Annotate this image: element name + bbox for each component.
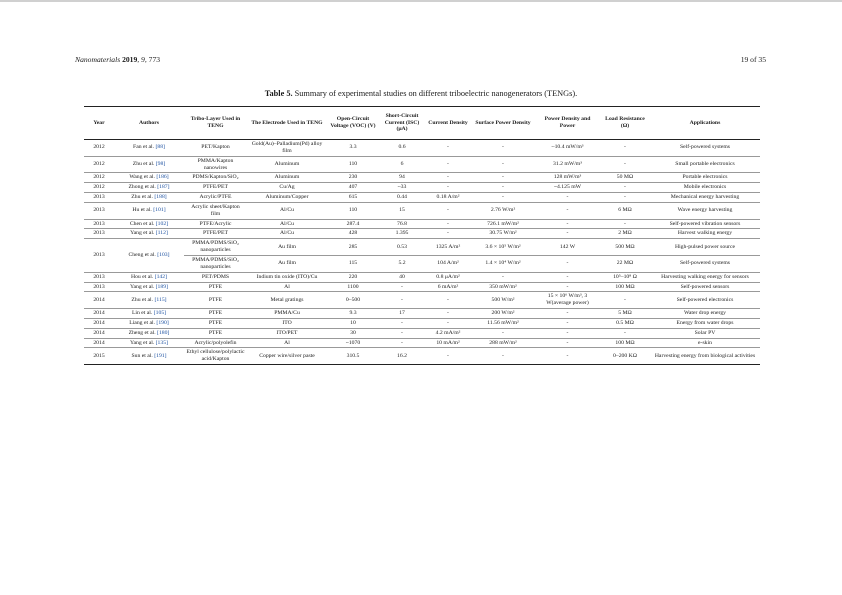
tribo-cell: PTFE/Acrylic: [184, 219, 247, 229]
author-cell: [114, 318, 184, 328]
cd-cell: -: [425, 156, 471, 173]
author-name: Yang et al.: [130, 230, 156, 237]
author-cell: [114, 140, 184, 157]
table-row: [84, 255, 760, 272]
isc-cell: ~33: [379, 183, 425, 193]
app-cell: Solar PV: [650, 328, 760, 338]
cd-cell: 10 mA/m²: [425, 338, 471, 348]
table-caption: [0, 89, 842, 98]
year-cell: 2013: [84, 193, 114, 203]
voc-cell: 310.5: [327, 348, 379, 365]
isc-cell: 94: [379, 173, 425, 183]
author-name: Sun et al.: [131, 352, 155, 359]
article-number: 773: [148, 55, 161, 64]
load-cell: 50 MΩ: [600, 173, 650, 183]
isc-cell: 6: [379, 156, 425, 173]
voc-cell: 428: [327, 229, 379, 239]
running-header: Nanomaterials 2019, 9, 773: [75, 55, 161, 64]
cd-cell: 6 mA/m²: [425, 282, 471, 292]
citation-link[interactable]: [105]: [153, 310, 167, 317]
voc-cell: 3.3: [327, 140, 379, 157]
voc-cell: 287.4: [327, 219, 379, 229]
author-cell: [114, 309, 184, 319]
spd-cell: 2.76 W/m²: [471, 202, 535, 219]
pd-cell: -: [535, 229, 600, 239]
citation-link[interactable]: [190]: [156, 319, 169, 326]
cd-cell: -: [425, 229, 471, 239]
app-cell: Self-powered systems: [650, 140, 760, 157]
electrode-cell: Al/Cu: [247, 219, 327, 229]
author-name: Yang et al.: [130, 283, 156, 290]
table-row: [84, 156, 760, 173]
author-cell: [114, 328, 184, 338]
load-cell: -: [600, 292, 650, 309]
electrode-cell: Al: [247, 282, 327, 292]
year-cell: 2013: [84, 272, 114, 282]
load-cell: -: [600, 183, 650, 193]
electrode-cell: Cu/Ag: [247, 183, 327, 193]
isc-cell: 76.8: [379, 219, 425, 229]
electrode-cell: ITO: [247, 318, 327, 328]
year-cell: 2012: [84, 156, 114, 173]
spd-cell: -: [471, 272, 535, 282]
table-body: [84, 140, 760, 365]
author-cell: [114, 348, 184, 365]
tribo-cell: PTFE: [184, 318, 247, 328]
spd-cell: 1.4 × 10⁴ W/m²: [471, 255, 535, 272]
electrode-cell: Metal gratings: [247, 292, 327, 309]
author-name: Chen et al.: [129, 220, 156, 227]
isc-cell: 40: [379, 272, 425, 282]
load-cell: -: [600, 193, 650, 203]
author-name: Fan et al.: [133, 144, 156, 151]
app-cell: Self-powered vibration sensors: [650, 219, 760, 229]
year-cell: 2012: [84, 173, 114, 183]
citation-link[interactable]: [135]: [155, 339, 168, 346]
voc-cell: 285: [327, 239, 379, 256]
isc-cell: -: [379, 292, 425, 309]
author-name: Wang et al.: [129, 174, 157, 181]
table-row: [84, 338, 760, 348]
app-cell: Self-powered systems: [650, 255, 760, 272]
column-header: Short-Circuit Current (ISC) (μA): [379, 107, 425, 140]
author-cell: [114, 173, 184, 183]
electrode-cell: Copper wire/silver paste: [247, 348, 327, 365]
author-cell: [114, 229, 184, 239]
citation-link[interactable]: [88]: [155, 144, 165, 151]
author-name: Hou et al.: [130, 273, 155, 280]
table-row: [84, 239, 760, 256]
app-cell: Energy from water drops: [650, 318, 760, 328]
cd-cell: -: [425, 140, 471, 157]
citation-link[interactable]: [187]: [157, 184, 170, 191]
citation-link[interactable]: [98]: [155, 161, 166, 168]
pd-cell: -: [535, 318, 600, 328]
author-cell: [114, 193, 184, 203]
voc-cell: 615: [327, 193, 379, 203]
citation-link[interactable]: [191]: [154, 352, 167, 359]
author-name: Lin et al.: [131, 310, 154, 317]
voc-cell: 30: [327, 328, 379, 338]
citation-link[interactable]: [112]: [155, 230, 168, 237]
isc-cell: -: [379, 318, 425, 328]
electrode-cell: Gold(Au)–Palladium(Pd) alloy film: [247, 140, 327, 157]
electrode-cell: Al/Cu: [247, 202, 327, 219]
citation-link[interactable]: [186]: [156, 174, 169, 181]
electrode-cell: Aluminum: [247, 173, 327, 183]
table-row: [84, 318, 760, 328]
pd-cell: -: [535, 219, 600, 229]
load-cell: 22 MΩ: [600, 255, 650, 272]
citation-link[interactable]: [102]: [155, 220, 169, 227]
pd-cell: -: [535, 338, 600, 348]
year-cell: 2013: [84, 219, 114, 229]
voc-cell: 230: [327, 173, 379, 183]
spd-cell: -: [471, 193, 535, 203]
pd-cell: 31.2 mW/m³: [535, 156, 600, 173]
voc-cell: ~1070: [327, 338, 379, 348]
author-name: Zhu et al.: [131, 296, 155, 303]
cd-cell: -: [425, 292, 471, 309]
isc-cell: 0.6: [379, 140, 425, 157]
load-cell: -: [600, 328, 650, 338]
app-cell: Harvesting walking energy for sensors: [650, 272, 760, 282]
tribo-cell: PMMA/PDMS/SiO₂ nanoparticles: [184, 255, 247, 272]
load-cell: 0.5 MΩ: [600, 318, 650, 328]
tribo-cell: PTFE/PET: [184, 183, 247, 193]
citation-link[interactable]: [103]: [157, 252, 170, 259]
author-cell: [114, 272, 184, 282]
app-cell: Wave energy harvesting: [650, 202, 760, 219]
author-name: Zhu et al.: [131, 194, 155, 201]
voc-cell: 9.3: [327, 309, 379, 319]
voc-cell: 10: [327, 318, 379, 328]
column-header: Power Density and Power: [535, 107, 600, 140]
cd-cell: -: [425, 309, 471, 319]
column-header: Year: [84, 107, 114, 140]
isc-cell: 16.2: [379, 348, 425, 365]
table-row: [84, 328, 760, 338]
citation-link[interactable]: [115]: [154, 296, 167, 303]
column-header: The Electrode Used in TENG: [247, 107, 327, 140]
electrode-cell: Au film: [247, 255, 327, 272]
isc-cell: -: [379, 328, 425, 338]
author-cell: [114, 202, 184, 219]
tribo-cell: PET/Kapton: [184, 140, 247, 157]
isc-cell: 0.44: [379, 193, 425, 203]
cd-cell: 104 A/m²: [425, 255, 471, 272]
tribo-cell: PDMS/Kapton/SiO₂: [184, 173, 247, 183]
year-cell: 2012: [84, 183, 114, 193]
column-header: Authors: [114, 107, 184, 140]
year-cell: 2014: [84, 328, 114, 338]
author-cell: [114, 183, 184, 193]
pd-cell: -: [535, 272, 600, 282]
load-cell: 10⁵–10⁸ Ω: [600, 272, 650, 282]
year-cell: 2014: [84, 338, 114, 348]
author-cell: [114, 219, 184, 229]
author-name: Zhong et al.: [128, 184, 158, 191]
load-cell: 500 MΩ: [600, 239, 650, 256]
table-row: [84, 348, 760, 365]
pd-cell: -: [535, 202, 600, 219]
pd-cell: 15 × 10⁶ W/m³, 3 W(average power): [535, 292, 600, 309]
isc-cell: 15: [379, 202, 425, 219]
isc-cell: 0.53: [379, 239, 425, 256]
app-cell: Mobile electronics: [650, 183, 760, 193]
voc-cell: 110: [327, 202, 379, 219]
table-row: [84, 229, 760, 239]
journal-year: 2019: [122, 55, 138, 64]
table-row: [84, 309, 760, 319]
table-row: [84, 173, 760, 183]
spd-cell: -: [471, 348, 535, 365]
load-cell: 2 MΩ: [600, 229, 650, 239]
load-cell: 6 MΩ: [600, 202, 650, 219]
spd-cell: -: [471, 156, 535, 173]
spd-cell: -: [471, 140, 535, 157]
pd-cell: ~10.4 mW/m³: [535, 140, 600, 157]
voc-cell: 115: [327, 255, 379, 272]
spd-cell: 30.75 W/m²: [471, 229, 535, 239]
cd-cell: -: [425, 183, 471, 193]
load-cell: 100 MΩ: [600, 282, 650, 292]
column-header: Load Resistance (Ω): [600, 107, 650, 140]
citation-link[interactable]: [188]: [154, 194, 167, 201]
tribo-cell: PTFE: [184, 328, 247, 338]
spd-cell: -: [471, 328, 535, 338]
load-cell: 0–200 KΩ: [600, 348, 650, 365]
table-row: [84, 193, 760, 203]
cd-cell: 1325 A/m²: [425, 239, 471, 256]
author-cell: [114, 338, 184, 348]
year-cell: 2013: [84, 229, 114, 239]
citation-link[interactable]: [142]: [154, 273, 168, 280]
app-cell: Harvesting energy from biological activities: [650, 348, 760, 365]
electrode-cell: Au film: [247, 239, 327, 256]
page-number: 19 of 35: [740, 55, 766, 64]
column-header: Tribo-Layer Used in TENG: [184, 107, 247, 140]
app-cell: Self-powered sensors: [650, 282, 760, 292]
pd-cell: 142 W: [535, 239, 600, 256]
electrode-cell: Indium tin oxide (ITO)/Cu: [247, 272, 327, 282]
pd-cell: -: [535, 282, 600, 292]
spd-cell: -: [471, 173, 535, 183]
citation-link[interactable]: [180]: [157, 329, 170, 336]
table-row: [84, 292, 760, 309]
year-cell: 2012: [84, 140, 114, 157]
pd-cell: -: [535, 328, 600, 338]
cd-cell: -: [425, 202, 471, 219]
load-cell: 100 MΩ: [600, 338, 650, 348]
top-border: [0, 0, 842, 2]
tribo-cell: PMMA/PDMS/SiO₂ nanoparticles: [184, 239, 247, 256]
pd-cell: 128 mW/m³: [535, 173, 600, 183]
author-cell: [114, 292, 184, 309]
year-cell: 2013: [84, 282, 114, 292]
cd-cell: 0.8 μA/m²: [425, 272, 471, 282]
voc-cell: 0–500: [327, 292, 379, 309]
tengs-table: [84, 106, 760, 365]
cd-cell: -: [425, 173, 471, 183]
load-cell: -: [600, 140, 650, 157]
spd-cell: 350 mW/m²: [471, 282, 535, 292]
spd-cell: -: [471, 183, 535, 193]
electrode-cell: Al/Cu: [247, 229, 327, 239]
author-name: Yang et al.: [130, 339, 156, 346]
caption-label: Table 5.: [264, 89, 293, 98]
year-cell: 2014: [84, 318, 114, 328]
isc-cell: 17: [379, 309, 425, 319]
app-cell: Harvest walking energy: [650, 229, 760, 239]
author-name: Hu et al.: [132, 207, 154, 214]
spd-cell: 288 mW/m²: [471, 338, 535, 348]
load-cell: -: [600, 156, 650, 173]
cd-cell: -: [425, 219, 471, 229]
pd-cell: -: [535, 309, 600, 319]
year-cell: 2013: [84, 239, 114, 272]
column-header: Applications: [650, 107, 760, 140]
table-header-row: [84, 107, 760, 140]
cd-cell: 0.18 A/m²: [425, 193, 471, 203]
pd-cell: ~4.125 mW: [535, 183, 600, 193]
app-cell: Mechanical energy harvesting: [650, 193, 760, 203]
tribo-cell: PTFE: [184, 282, 247, 292]
electrode-cell: Aluminum: [247, 156, 327, 173]
electrode-cell: PMMA/Cu: [247, 309, 327, 319]
tribo-cell: PMMA/Kapton nanowires: [184, 156, 247, 173]
voc-cell: 220: [327, 272, 379, 282]
electrode-cell: Aluminum/Copper: [247, 193, 327, 203]
tribo-cell: Acrylic/polyolefin: [184, 338, 247, 348]
electrode-cell: ITO/PET: [247, 328, 327, 338]
voc-cell: 407: [327, 183, 379, 193]
tribo-cell: Acrylic/PTFE: [184, 193, 247, 203]
journal-name: Nanomaterials: [75, 55, 121, 64]
author-name: Cheng et al.: [128, 252, 158, 259]
isc-cell: -: [379, 282, 425, 292]
column-header: Current Density: [425, 107, 471, 140]
spd-cell: 11.56 mW/m²: [471, 318, 535, 328]
author-cell: [114, 156, 184, 173]
pd-cell: -: [535, 255, 600, 272]
table-row: [84, 140, 760, 157]
isc-cell: 1.395: [379, 229, 425, 239]
table-row: [84, 219, 760, 229]
isc-cell: 5.2: [379, 255, 425, 272]
pd-cell: -: [535, 348, 600, 365]
tribo-cell: PTFE/PET: [184, 229, 247, 239]
app-cell: e-skin: [650, 338, 760, 348]
spd-cell: 726.1 mW/m²: [471, 219, 535, 229]
isc-cell: -: [379, 338, 425, 348]
load-cell: -: [600, 219, 650, 229]
tribo-cell: PET/PDMS: [184, 272, 247, 282]
app-cell: Self-powered electronics: [650, 292, 760, 309]
app-cell: High-pulsed power source: [650, 239, 760, 256]
author-name: Liang et al.: [129, 319, 157, 326]
table-row: [84, 282, 760, 292]
cd-cell: -: [425, 348, 471, 365]
tribo-cell: Acrylic sheet/Kapton film: [184, 202, 247, 219]
tribo-cell: PTFE: [184, 309, 247, 319]
spd-cell: 200 W/m²: [471, 309, 535, 319]
electrode-cell: Al: [247, 338, 327, 348]
voc-cell: 110: [327, 156, 379, 173]
citation-link[interactable]: [101]: [153, 207, 166, 214]
caption-text: Summary of experimental studies on different triboelectric nanogenerators (TENGs).: [294, 89, 578, 98]
year-cell: 2014: [84, 309, 114, 319]
pd-cell: -: [535, 193, 600, 203]
author-cell: [114, 282, 184, 292]
voc-cell: 1100: [327, 282, 379, 292]
author-name: Zheng et al.: [128, 329, 158, 336]
spd-cell: 500 W/m²: [471, 292, 535, 309]
tribo-cell: PTFE: [184, 292, 247, 309]
column-header: Open-Circuit Voltage (VOC) (V): [327, 107, 379, 140]
year-cell: 2014: [84, 292, 114, 309]
cd-cell: -: [425, 318, 471, 328]
cd-cell: 4.2 mA/m²: [425, 328, 471, 338]
author-name: Zhu et al.: [132, 161, 156, 168]
app-cell: Small portable electronics: [650, 156, 760, 173]
year-cell: 2013: [84, 202, 114, 219]
table-row: [84, 183, 760, 193]
journal-volume: 9: [141, 55, 145, 64]
load-cell: 5 MΩ: [600, 309, 650, 319]
column-header: Surface Power Density: [471, 107, 535, 140]
app-cell: Portable electronics: [650, 173, 760, 183]
app-cell: Water drop energy: [650, 309, 760, 319]
table-row: [84, 202, 760, 219]
table-row: [84, 272, 760, 282]
citation-link[interactable]: [189]: [155, 283, 168, 290]
spd-cell: 3.6 × 10⁵ W/m²: [471, 239, 535, 256]
year-cell: 2015: [84, 348, 114, 365]
author-cell: [114, 239, 184, 272]
tribo-cell: Ethyl cellulose/polylactic acid/Kapton: [184, 348, 247, 365]
